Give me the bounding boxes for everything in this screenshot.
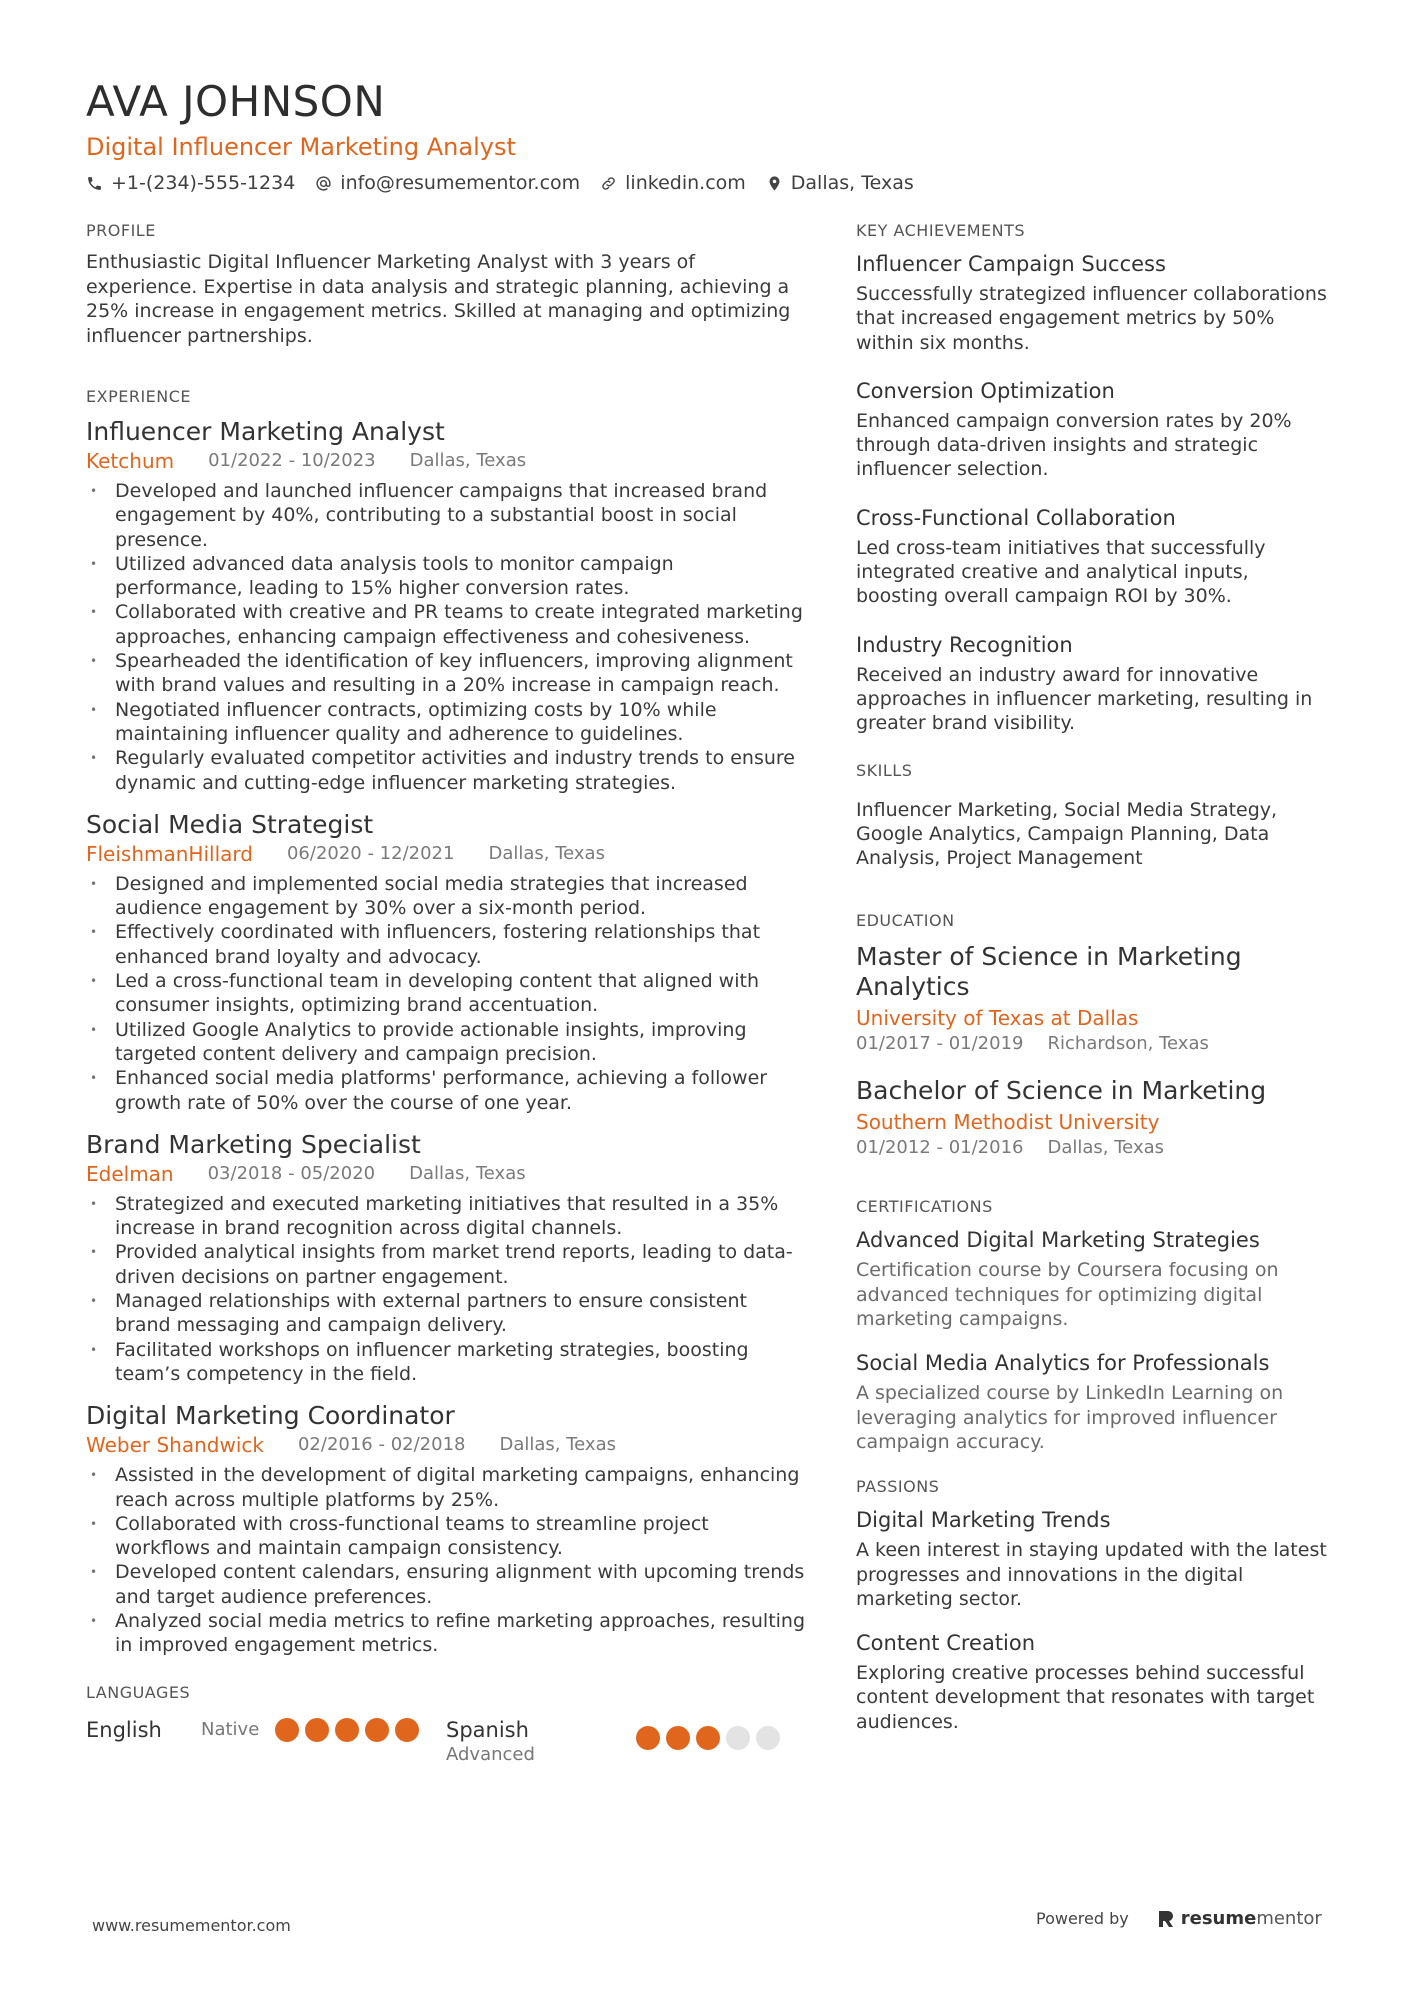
phone-icon	[86, 175, 103, 192]
achievement-title: Influencer Campaign Success	[856, 252, 1166, 276]
school-name: Southern Methodist University	[856, 1110, 1160, 1135]
bullet-item: • Effectively coordinated with influencers, fostering relationships that enhanced brand loyalty and advocacy.	[86, 920, 806, 969]
bullet-item: • Collaborated with creative and PR teams to create integrated marketing approaches, enhancing campaign effectiveness and cohesiveness.	[86, 600, 806, 649]
footer-website[interactable]: www.resumementor.com	[92, 1916, 291, 1935]
achievement-text: Led cross-team initiatives that successfully integrated creative and analytical inputs, boosting overall campaign ROI by 30%.	[856, 536, 1266, 608]
job-entry	[86, 809, 806, 1115]
job-dates: 03/2018 - 05/2020	[207, 1162, 376, 1184]
bullet-item: • Led a cross-functional team in developing content that aligned with consumer insights, optimizing brand accentuation.	[86, 969, 806, 1018]
contact-bar	[86, 172, 1326, 194]
job-title: Social Media Strategist	[86, 809, 374, 839]
achievement-text: Received an industry award for innovative approaches in influencer marketing, resulting in greater brand visibility.	[856, 663, 1313, 735]
brand-light: mentor	[1256, 1908, 1322, 1929]
job-location: Dallas, Texas	[499, 1434, 616, 1456]
bullet-item: • Analyzed social media metrics to refine marketing approaches, resulting in improved engagement metrics.	[86, 1609, 806, 1658]
bullet-item: • Managed relationships with external partners to ensure consistent brand messaging and campaign delivery.	[86, 1289, 806, 1338]
language-rating	[275, 1718, 419, 1742]
achievement-title: Cross-Functional Collaboration	[856, 505, 1176, 530]
contact-phone[interactable]	[86, 172, 295, 194]
bullet-item: • Developed and launched influencer campaigns that increased brand engagement by 40%, contributing to a substantial boost in social presence.	[86, 479, 806, 552]
bullet-item: • Negotiated influencer contracts, optimizing costs by 10% while maintaining influencer quality and adherence to guidelines.	[86, 698, 806, 747]
passion-text: A keen interest in staying updated with the latest progresses and innovations in the digital marketing sector.	[856, 1539, 1327, 1610]
candidate-role: Digital Influencer Marketing Analyst	[86, 133, 516, 161]
job-bullets	[86, 479, 806, 795]
bullet-item: • Designed and implemented social media strategies that increased audience engagement by 30% over a six-month period.	[86, 872, 806, 921]
job-bullets	[86, 872, 806, 1115]
bullet-item: • Developed content calendars, ensuring alignment with upcoming trends and target audience preferences.	[86, 1560, 806, 1609]
bullet-item: • Strategized and executed marketing initiatives that resulted in a 35% increase in brand recognition across digital channels.	[86, 1192, 806, 1241]
job-meta	[86, 1433, 806, 1457]
resume-header	[86, 74, 1326, 194]
language-rating	[636, 1726, 780, 1750]
job-dates: 02/2016 - 02/2018	[297, 1434, 466, 1456]
passion-item	[856, 1506, 1336, 1611]
school-name: University of Texas at Dallas	[856, 1006, 1139, 1031]
education-item	[856, 942, 1336, 1056]
link-icon	[600, 175, 617, 192]
education-dates: 01/2017 - 01/2019	[856, 1033, 1024, 1055]
right-column	[856, 218, 1336, 1734]
rating-dot-filled	[666, 1726, 690, 1750]
passion-text: Exploring creative processes behind successful content development that resonates with target audiences.	[856, 1662, 1315, 1733]
section-title: CERTIFICATIONS	[856, 1197, 993, 1217]
job-company: Edelman	[86, 1161, 174, 1186]
job-location: Dallas, Texas	[488, 842, 605, 864]
rating-dot-filled	[305, 1718, 329, 1742]
email-text: info@resumementor.com	[340, 172, 581, 194]
rating-dot-filled	[636, 1726, 660, 1750]
contact-location	[766, 172, 914, 194]
profile-text: Enthusiastic Digital Influencer Marketing Analyst with 3 years of experience. Expertise in data analysis and strategic planning, achieving a 25% increase in engagement metrics. Skilled at managing and optimizing influencer partnerships.	[86, 251, 791, 347]
language-level: Native	[201, 1718, 260, 1740]
job-list	[86, 416, 806, 1658]
job-title: Brand Marketing Specialist	[86, 1129, 421, 1159]
bullet-item: • Collaborated with cross-functional teams to streamline project workflows and maintain campaign consistency.	[86, 1512, 806, 1561]
powered-by-label: Powered by	[1036, 1909, 1129, 1928]
section-title: EDUCATION	[856, 911, 955, 931]
language-item	[446, 1716, 806, 1766]
left-column	[86, 218, 806, 1766]
job-title: Digital Marketing Coordinator	[86, 1401, 455, 1431]
achievement-text: Successfully strategized influencer collaborations that increased engagement metrics by 50% within six months.	[856, 283, 1327, 354]
education-location: Dallas, Texas	[1047, 1137, 1164, 1159]
job-company: FleishmanHillard	[86, 841, 253, 866]
achievement-title: Industry Recognition	[856, 632, 1073, 657]
language-name: English	[86, 1717, 162, 1742]
passion-title: Content Creation	[856, 1631, 1036, 1656]
degree-title: Master of Science in Marketing Analytics	[856, 942, 1242, 1002]
rating-dot-filled	[696, 1726, 720, 1750]
certification-text: Certification course by Coursera focusing on advanced techniques for optimizing digital marketing campaigns.	[856, 1259, 1279, 1331]
passion-item	[856, 1629, 1336, 1734]
job-bullets	[86, 1463, 806, 1657]
job-meta	[86, 449, 806, 473]
experience-section	[86, 384, 806, 1658]
passion-title: Digital Marketing Trends	[856, 1508, 1111, 1533]
certification-title: Advanced Digital Marketing Strategies	[856, 1228, 1260, 1253]
job-company: Weber Shandwick	[86, 1433, 264, 1458]
candidate-name: AVA JOHNSON	[86, 77, 386, 126]
languages-section	[86, 1680, 806, 1766]
rating-dot-filled	[365, 1718, 389, 1742]
job-title: Influencer Marketing Analyst	[86, 417, 445, 446]
profile-section	[86, 218, 806, 384]
certification-item	[856, 1226, 1336, 1331]
job-dates: 06/2020 - 12/2021	[286, 842, 455, 864]
rating-dot-empty	[726, 1726, 750, 1750]
achievement-text: Enhanced campaign conversion rates by 20% through data-driven insights and strategic influencer selection.	[856, 409, 1292, 481]
bullet-item: • Regularly evaluated competitor activities and industry trends to ensure dynamic and cutting-edge influencer marketing strategies.	[86, 746, 806, 795]
skills-text: Influencer Marketing, Social Media Strategy, Google Analytics, Campaign Planning, Data Analysis, Project Management	[856, 798, 1278, 870]
achievement-item	[856, 377, 1336, 482]
job-company: Ketchum	[86, 449, 175, 473]
rating-dot-filled	[395, 1718, 419, 1742]
job-bullets	[86, 1192, 806, 1386]
passion-list	[856, 1506, 1336, 1734]
contact-linkedin[interactable]	[600, 172, 746, 194]
job-location: Dallas, Texas	[409, 450, 527, 471]
section-title: PASSIONS	[856, 1477, 940, 1497]
certification-title: Social Media Analytics for Professionals	[856, 1351, 1270, 1376]
education-meta	[856, 1136, 1336, 1160]
job-location: Dallas, Texas	[409, 1162, 526, 1184]
at-icon	[315, 175, 332, 192]
education-list	[856, 942, 1336, 1160]
section-title: EXPERIENCE	[86, 387, 192, 406]
job-meta	[86, 842, 806, 866]
rating-dot-empty	[756, 1726, 780, 1750]
section-title: PROFILE	[86, 221, 156, 240]
achievement-item	[856, 504, 1336, 609]
achievements-section	[856, 218, 1336, 736]
contact-email[interactable]	[315, 172, 580, 194]
brand-bold: resume	[1180, 1908, 1257, 1929]
passions-section	[856, 1474, 1336, 1734]
achievement-item	[856, 631, 1336, 736]
language-level: Advanced	[446, 1743, 535, 1765]
bullet-item: • Spearheaded the identification of key influencers, improving alignment with brand values and resulting in a 20% increase in campaign reach.	[86, 649, 806, 698]
language-name: Spanish	[446, 1717, 529, 1742]
job-entry	[86, 416, 806, 795]
education-section	[856, 908, 1336, 1160]
bullet-item: • Utilized advanced data analysis tools to monitor campaign performance, leading to 15% higher conversion rates.	[86, 552, 806, 601]
section-title: KEY ACHIEVEMENTS	[856, 221, 1026, 240]
language-label-stack	[446, 1716, 636, 1766]
skills-section	[856, 758, 1336, 871]
language-row	[86, 1716, 806, 1766]
job-entry	[86, 1400, 806, 1657]
section-title: SKILLS	[856, 760, 913, 780]
phone-text: +1-(234)-555-1234	[111, 172, 296, 194]
bullet-item: • Provided analytical insights from market trend reports, leading to data-driven decisions on partner engagement.	[86, 1240, 806, 1289]
bullet-item: • Assisted in the development of digital marketing campaigns, enhancing reach across multiple platforms by 25%.	[86, 1463, 806, 1512]
location-text: Dallas, Texas	[790, 172, 914, 194]
job-dates: 01/2022 - 10/2023	[208, 450, 376, 471]
footer-branding	[1036, 1908, 1322, 1929]
bullet-item: • Facilitated workshops on influencer marketing strategies, boosting team’s competency in the field.	[86, 1338, 806, 1387]
rating-dot-filled	[335, 1718, 359, 1742]
achievement-list	[856, 250, 1336, 736]
certification-item	[856, 1349, 1336, 1454]
education-meta	[856, 1032, 1336, 1056]
achievement-title: Conversion Optimization	[856, 378, 1115, 403]
education-item	[856, 1076, 1336, 1160]
certifications-section	[856, 1194, 1336, 1454]
location-pin-icon	[766, 175, 783, 192]
brand-logo[interactable]	[1157, 1908, 1322, 1929]
education-location: Richardson, Texas	[1047, 1033, 1209, 1055]
bullet-item: • Enhanced social media platforms' performance, achieving a follower growth rate of 50% over the course of one year.	[86, 1066, 806, 1115]
section-title: LANGUAGES	[86, 1682, 191, 1702]
rating-dot-filled	[275, 1718, 299, 1742]
linkedin-text: linkedin.com	[625, 172, 746, 194]
achievement-item	[856, 250, 1336, 355]
bullet-item: • Utilized Google Analytics to provide actionable insights, improving targeted content delivery and campaign precision.	[86, 1018, 806, 1067]
job-entry	[86, 1129, 806, 1386]
education-dates: 01/2012 - 01/2016	[856, 1137, 1024, 1159]
certification-list	[856, 1226, 1336, 1454]
job-meta	[86, 1162, 806, 1186]
resumementor-logo-icon	[1157, 1909, 1175, 1929]
certification-text: A specialized course by LinkedIn Learning on leveraging analytics for improved influencer campaign accuracy.	[856, 1382, 1284, 1453]
language-item	[86, 1716, 446, 1744]
degree-title: Bachelor of Science in Marketing	[856, 1076, 1267, 1106]
